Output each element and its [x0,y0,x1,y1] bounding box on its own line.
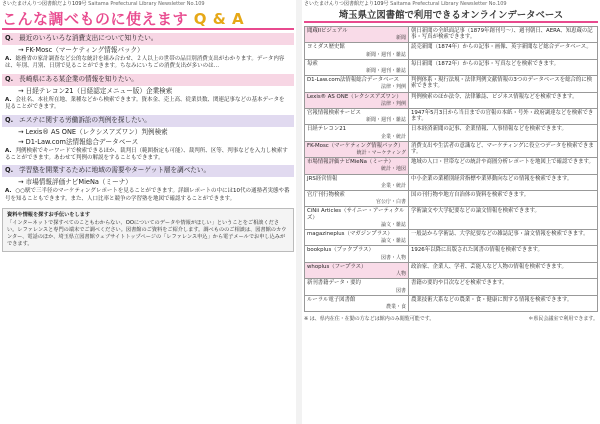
table-row [305,207,598,230]
database-category: 企業・統計 [380,182,406,189]
database-name-cell [305,207,409,230]
left-header-jp: さいたまけんりつ図書館だより109号 [2,1,87,7]
table-row [305,230,598,246]
database-description: 国の刊行物や地方自治体の資料を検索できます。 [409,191,598,207]
database-name-cell [305,246,409,262]
database-description: 農業技術大系などの農業・食・健康に関する情報を検索できます。 [409,295,598,311]
database-name-cell [305,43,409,59]
database-category: 図書・人物 [380,254,406,261]
database-recommendation [2,45,294,55]
database-name-cell [305,59,409,75]
database-name: 日経テレコン21（日経認定メニュー版）企業検索 [25,86,173,95]
database-name-cell [305,76,409,92]
database-name-cell [305,279,409,295]
qa-title-main: こんな調べものに使えます [2,10,189,28]
database-description: 1926年以降に出版された図書の情報を検索できます。 [409,246,598,262]
table-row [305,59,598,75]
database-recommendation [2,86,294,96]
reference-box-title: 資料や情報を探すお手伝いをします [7,212,91,219]
database-title: FK-Mosc（マーケティング情報パック） [307,142,404,149]
database-title: CiNii Articles（サイニー・アーティクルズ） [307,208,405,221]
footnote-right: ＊県民会議室で利用できます。 [528,316,598,323]
arrow-icon: → [18,137,26,146]
database-name-cell [305,191,409,207]
database-category: 新聞 [395,35,406,42]
question-mark: Q. [5,115,14,124]
database-title: 官報情報検索サービス [307,110,361,117]
table-row [305,92,598,108]
database-title: magazineplus（マガジンプラス） [307,231,393,238]
database-title: JRS経営情報 [307,175,338,182]
right-header-jp: さいたまけんりつ図書館だより109号 [304,1,389,7]
question-text: 最近のいろいろな消費支出について知りたい。 [19,34,158,42]
database-title: ルーラル電子図書館 [307,296,356,303]
database-table [304,26,598,312]
question-text: 長崎県にある某企業の情報を知りたい。 [19,74,138,83]
reference-box-text: 「インターネットで探すべてのこともわからない、OOについてのデータや情報がほしい」ということをご相談ください。レファレンスと専門の端末でご調べください。図書館のご資料をご紹介します。調べもののご相談は、図書館のカウンター、電話のほか、埼玉県立図書館ウェブサイトトップページの「レファレンス申込」から電子メールでお申し込みができます。 [7,220,287,248]
database-title: ヨミダス歴史館 [307,44,345,51]
arrow-icon: → [18,46,26,54]
database-category: 法律・判例 [380,100,406,107]
database-title: 聞蔵IIビジュアル [307,28,348,34]
database-name-cell [305,158,409,174]
database-category: 論文・雑誌 [380,238,406,245]
database-category: 人物 [395,271,406,278]
qa-block [2,115,294,163]
answer-block [2,187,294,203]
answer-block [2,55,294,71]
table-row [305,295,598,311]
question-bar [2,33,294,45]
left-page [2,0,294,424]
database-title: D1-Law.com法情報総合データベース [307,77,399,84]
reference-info-box [2,208,294,252]
database-recommendation [2,177,294,187]
table-row [305,76,598,92]
database-title: 市場情報評価ナビMieNa（ミーナ） [307,159,394,166]
database-name-cell [305,262,409,278]
database-name-cell [305,27,409,43]
database-title: 日経テレコン21 [307,126,347,133]
question-mark: Q. [5,34,14,42]
database-name-cell [305,109,409,125]
question-bar [2,115,294,127]
question-bar [2,165,294,177]
database-name-cell [305,141,409,157]
database-category: 新聞・週刊・雑誌 [365,51,406,58]
left-header [2,0,294,8]
database-name-cell [305,230,409,246]
qa-block [2,33,294,71]
table-row [305,174,598,190]
arrow-icon: → [18,178,26,187]
right-page [304,0,598,424]
database-name: D1-Law.com法情報総合データベース [25,137,139,146]
table-row [305,246,598,262]
answer-mark: A. [5,96,12,103]
qa-title-qa: Q & A [193,10,245,28]
database-category: 統計・地図 [380,166,406,173]
database-title: Lexis® AS ONE（レクシスアズワン） [307,93,402,100]
database-name-cell [305,174,409,190]
database-description: 読売新聞（1874年）からの記事・画像、英字新聞など総合データベース。 [409,43,598,59]
database-name-cell [305,295,409,311]
database-description: 一般誌から学術誌、大学紀要などの雑誌記事・論文情報を検索できます。 [409,230,598,246]
database-title: 新刊書籍データ・要約 [307,280,361,287]
database-name: Lexis® AS ONE（レクシスアズワン）判例検索 [25,127,168,136]
database-description: 判例体系・現行法規・法律判例文献情報の3つのデータベースを総合的に検索できます。 [409,76,598,92]
database-description: 朝日新聞の全紙面記事（1879年創刊号〜）、週刊朝日、AERA、知恵蔵の記事・写真が検索できます。 [409,27,598,43]
database-description: 政治家、企業人、学者、芸能人など人物の情報を検索できます。 [409,262,598,278]
database-category: 論文・雑誌 [380,221,406,228]
database-category: 法律・判例 [380,84,406,91]
table-footnotes [304,315,598,322]
qa-page-title [2,9,294,30]
database-description: 毎日新聞（1872年）からの記事・写真などを検索できます。 [409,59,598,75]
database-category: 企業・統計 [380,133,406,140]
database-category: 統計・マーケティング [356,150,406,157]
database-description: 判例検索のほか法令、法律雑誌、ビジネス情報などを検索できます。 [409,92,598,108]
answer-text: 判例検索でキーワードで検索できるほか、裁判日（範囲指定も可能）、裁判所、区等、判事などを入力し検索することができます。あわせて判例の解説をすることもできます。 [5,147,288,162]
answer-text: 総務省の家計調査など公的な統計を組み合わせ、２人以上の世帯の品目別消費支出がわかります。データ内容は、年別、月別、日別で見ることができます。ちなみにいちごの消費支出が多いのは… [5,56,285,70]
answer-mark: A. [5,188,12,195]
database-title: 官庁刊行物検索 [307,192,345,199]
footnote-left: ※ は、県内在住・在勤の方などは館内のみ閲覧可能です。 [304,316,435,323]
right-header [304,0,598,8]
answer-text: ○○駅で三半径のマーケティングレポートを見ることができます。詳細レポートの中には10代の通塾者実態や番号を知ることもできます。また、人口比率と競争の学習塾を地図で確認することができます。 [5,188,290,202]
database-category: 新聞・週刊・雑誌 [365,68,406,75]
qa-list [2,33,294,203]
database-description: 地域の人口・世帯などの統計や商圏分析レポートを地図上で確認できます。 [409,158,598,174]
database-recommendation [2,127,294,137]
left-header-en: Saitama Prefectural Library Newsletter No.109 [88,1,205,7]
qa-block [2,165,294,203]
database-category: 官公庁・白書 [375,199,406,206]
table-row [305,262,598,278]
qa-block [2,74,294,112]
question-text: エステに関する労働訴訟の判例を探したい。 [19,115,151,124]
question-bar [2,74,294,86]
database-description: 学術論文や大学紀要などの論文情報を検索できます。 [409,207,598,230]
table-row [305,43,598,59]
answer-block [2,147,294,163]
right-header-en: Saitama Prefectural Library Newsletter No.109 [390,1,507,7]
answer-mark: A. [5,56,12,62]
arrow-icon: → [18,127,26,136]
database-category: 図書 [395,287,406,294]
database-title: bookplus（ブックプラス） [307,247,374,254]
database-category: 新聞・週刊・雑誌 [365,117,406,124]
database-description: 日本経済新聞の記事、企業情報、人事情報などを検索できます。 [409,125,598,141]
database-title: 毎索 [307,60,318,67]
database-recommendation [2,137,294,147]
table-row [305,27,598,43]
answer-mark: A. [5,147,12,154]
database-name: 市場情報評価ナビMieNa（ミーナ） [25,178,132,187]
database-name: FK-Mosc（マーケティング情報パック） [25,46,144,54]
question-mark: Q. [5,74,14,83]
database-name-cell [305,92,409,108]
database-description: 消費支出や生活者の意識など、マーケティングに役立つデータを検索できます。 [409,141,598,157]
question-mark: Q. [5,166,14,175]
table-row [305,109,598,125]
database-description: 書籍の要約や目次などを検索できます。 [409,279,598,295]
table-row [305,141,598,157]
table-row [305,191,598,207]
answer-text: 会社名、本社所在地、業種などから検索できます。資本金、売上高、従業員数、関連記事などの基本データを見ることができます。 [5,96,285,111]
arrow-icon: → [18,86,26,95]
table-row [305,279,598,295]
database-description: 1947年5月3日から当日までの官報の本紙・号外・政府調達などを検索できます。 [409,109,598,125]
question-text: 学習塾を開業するために地域の需要やターゲット層を調べたい。 [19,166,211,175]
database-category: 農業・食 [385,303,406,310]
table-row [305,158,598,174]
database-description: 中小企業の業種別経営指標や業界動向などの情報を検索できます。 [409,174,598,190]
database-name-cell [305,125,409,141]
page-gutter [296,0,302,424]
database-page-title: 埼玉県立図書館で利用できるオンラインデータベース [304,9,598,23]
answer-block [2,96,294,112]
database-title: whoplus（フープラス） [307,263,367,270]
table-row [305,125,598,141]
